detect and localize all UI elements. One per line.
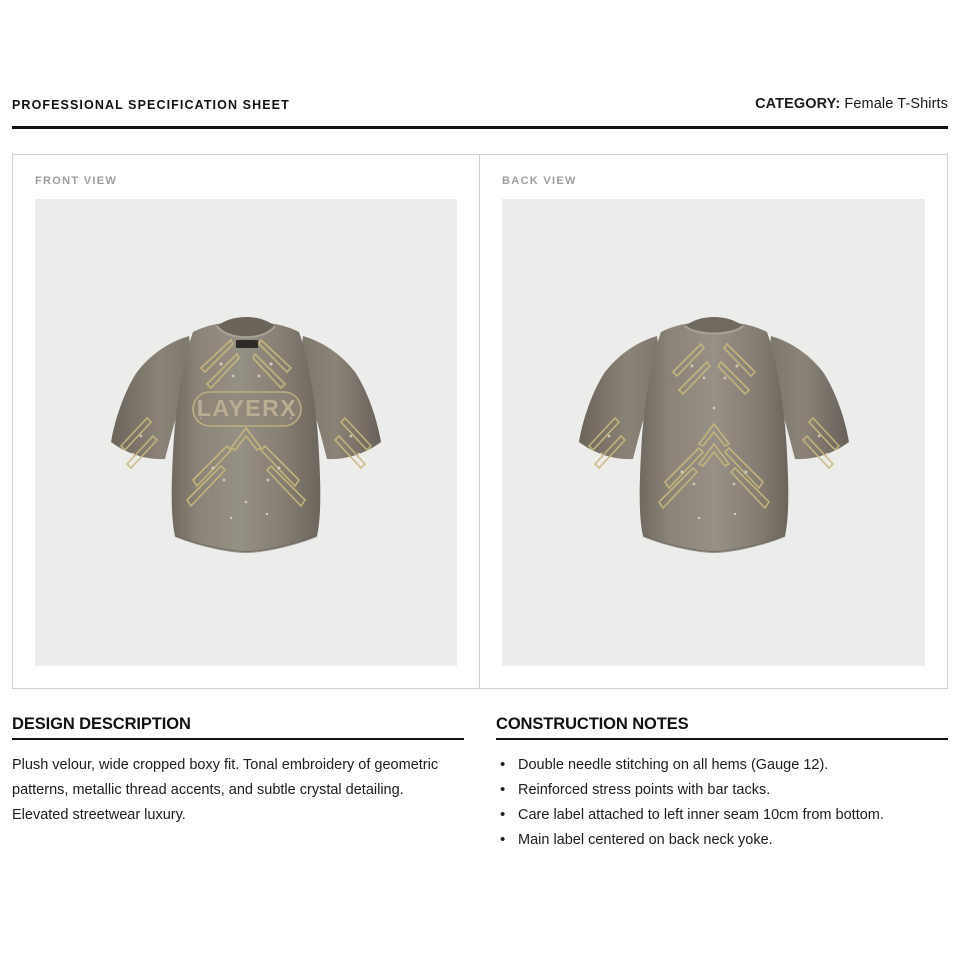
list-item: • Reinforced stress points with bar tacks. [496,778,948,803]
back-view-label: BACK VIEW [502,175,577,187]
category-label: CATEGORY: [755,96,841,112]
page-title: PROFESSIONAL SPECIFICATION SHEET [12,98,290,112]
front-view-image [35,199,457,666]
back-view-image [502,199,925,666]
views-panel [12,154,948,689]
design-description-title: DESIGN DESCRIPTION [12,715,191,733]
back-garment-illustration [502,199,925,666]
list-item: • Care label attached to left inner seam 10cm from bottom. [496,803,948,828]
front-garment-illustration [35,199,457,666]
front-graphic-text: LAYERX [196,394,298,421]
design-description-section [12,715,464,853]
front-view-label: FRONT VIEW [35,175,118,187]
construction-notes-list [496,753,948,853]
document-header [12,0,948,122]
category-line [755,96,948,112]
category-value: Female T-Shirts [840,96,948,112]
list-item: • Main label centered on back neck yoke. [496,828,948,853]
list-item: • Double needle stitching on all hems (Gauge 12). [496,753,948,778]
construction-notes-divider [496,738,948,740]
back-view-panel [480,155,947,688]
design-description-body: Plush velour, wide cropped boxy fit. Tonal embroidery of geometric patterns, metallic thread accents, and subtle crystal detailing. Elevated streetwear luxury. [12,757,439,823]
construction-notes-title: CONSTRUCTION NOTES [496,715,689,733]
design-description-divider [12,738,464,740]
front-view-panel [13,155,480,688]
details-row [12,715,948,853]
construction-notes-section [496,715,948,853]
header-divider [12,126,948,129]
